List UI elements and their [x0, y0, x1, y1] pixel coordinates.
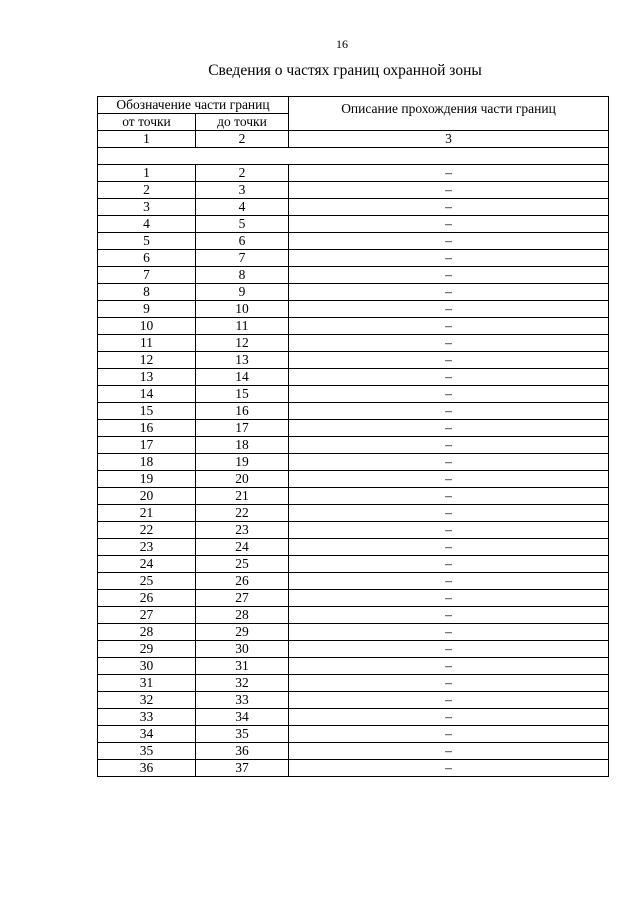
to-point-cell: 22: [196, 505, 289, 522]
table-row: [98, 233, 609, 250]
table-row: [98, 301, 609, 318]
description-cell: –: [289, 743, 609, 760]
header-from-point: от точки: [98, 114, 196, 131]
from-point-cell: 23: [98, 539, 196, 556]
description-cell: –: [289, 318, 609, 335]
description-cell: –: [289, 403, 609, 420]
description-cell: –: [289, 216, 609, 233]
description-cell: –: [289, 573, 609, 590]
description-cell: –: [289, 284, 609, 301]
description-cell: –: [289, 556, 609, 573]
table-row: [98, 369, 609, 386]
from-point-cell: 10: [98, 318, 196, 335]
from-point-cell: 34: [98, 726, 196, 743]
from-point-cell: 32: [98, 692, 196, 709]
from-point-cell: 33: [98, 709, 196, 726]
empty-section-cell: [98, 148, 609, 165]
from-point-cell: 2: [98, 182, 196, 199]
to-point-cell: 14: [196, 369, 289, 386]
header-to-point: до точки: [196, 114, 289, 131]
column-number-2: 2: [196, 131, 289, 148]
description-cell: –: [289, 165, 609, 182]
description-cell: –: [289, 488, 609, 505]
to-point-cell: 30: [196, 641, 289, 658]
description-cell: –: [289, 369, 609, 386]
to-point-cell: 12: [196, 335, 289, 352]
table-row: [98, 250, 609, 267]
to-point-cell: 4: [196, 199, 289, 216]
table-row: [98, 692, 609, 709]
from-point-cell: 15: [98, 403, 196, 420]
description-cell: –: [289, 301, 609, 318]
to-point-cell: 2: [196, 165, 289, 182]
to-point-cell: 13: [196, 352, 289, 369]
description-cell: –: [289, 250, 609, 267]
to-point-cell: 21: [196, 488, 289, 505]
page-title: Сведения о частях границ охранной зоны: [208, 62, 482, 79]
to-point-cell: 17: [196, 420, 289, 437]
from-point-cell: 5: [98, 233, 196, 250]
table-row: [98, 675, 609, 692]
description-cell: –: [289, 335, 609, 352]
from-point-cell: 35: [98, 743, 196, 760]
from-point-cell: 31: [98, 675, 196, 692]
table-row: [98, 352, 609, 369]
from-point-cell: 9: [98, 301, 196, 318]
to-point-cell: 15: [196, 386, 289, 403]
to-point-cell: 31: [196, 658, 289, 675]
description-cell: –: [289, 590, 609, 607]
table-header-row: [98, 97, 609, 114]
table-row: [98, 573, 609, 590]
description-cell: –: [289, 675, 609, 692]
description-cell: –: [289, 233, 609, 250]
table-row: [98, 624, 609, 641]
table-row: [98, 199, 609, 216]
to-point-cell: 26: [196, 573, 289, 590]
description-cell: –: [289, 267, 609, 284]
table-row: [98, 556, 609, 573]
from-point-cell: 1: [98, 165, 196, 182]
boundary-parts-table: [97, 96, 609, 777]
table-row: [98, 471, 609, 488]
to-point-cell: 10: [196, 301, 289, 318]
from-point-cell: 18: [98, 454, 196, 471]
to-point-cell: 33: [196, 692, 289, 709]
from-point-cell: 3: [98, 199, 196, 216]
table-row: [98, 335, 609, 352]
column-number-row: [98, 131, 609, 148]
to-point-cell: 24: [196, 539, 289, 556]
from-point-cell: 24: [98, 556, 196, 573]
from-point-cell: 28: [98, 624, 196, 641]
empty-section-row: [98, 148, 609, 165]
description-cell: –: [289, 539, 609, 556]
table-row: [98, 437, 609, 454]
to-point-cell: 9: [196, 284, 289, 301]
from-point-cell: 30: [98, 658, 196, 675]
to-point-cell: 37: [196, 760, 289, 777]
to-point-cell: 23: [196, 522, 289, 539]
page-number: 16: [336, 37, 348, 51]
from-point-cell: 8: [98, 284, 196, 301]
description-cell: –: [289, 352, 609, 369]
from-point-cell: 36: [98, 760, 196, 777]
table-row: [98, 505, 609, 522]
description-cell: –: [289, 692, 609, 709]
table-row: [98, 760, 609, 777]
description-cell: –: [289, 607, 609, 624]
description-cell: –: [289, 760, 609, 777]
table-row: [98, 267, 609, 284]
to-point-cell: 25: [196, 556, 289, 573]
table-row: [98, 488, 609, 505]
description-cell: –: [289, 709, 609, 726]
column-number-1: 1: [98, 131, 196, 148]
table-row: [98, 318, 609, 335]
description-cell: –: [289, 505, 609, 522]
description-cell: –: [289, 386, 609, 403]
table-row: [98, 709, 609, 726]
to-point-cell: 16: [196, 403, 289, 420]
from-point-cell: 11: [98, 335, 196, 352]
description-cell: –: [289, 471, 609, 488]
to-point-cell: 35: [196, 726, 289, 743]
from-point-cell: 16: [98, 420, 196, 437]
from-point-cell: 21: [98, 505, 196, 522]
to-point-cell: 36: [196, 743, 289, 760]
from-point-cell: 29: [98, 641, 196, 658]
description-cell: –: [289, 522, 609, 539]
column-number-3: 3: [289, 131, 609, 148]
from-point-cell: 14: [98, 386, 196, 403]
to-point-cell: 5: [196, 216, 289, 233]
table-row: [98, 403, 609, 420]
to-point-cell: 34: [196, 709, 289, 726]
to-point-cell: 3: [196, 182, 289, 199]
table-row: [98, 607, 609, 624]
from-point-cell: 12: [98, 352, 196, 369]
from-point-cell: 22: [98, 522, 196, 539]
table-row: [98, 522, 609, 539]
from-point-cell: 26: [98, 590, 196, 607]
to-point-cell: 19: [196, 454, 289, 471]
from-point-cell: 20: [98, 488, 196, 505]
to-point-cell: 8: [196, 267, 289, 284]
to-point-cell: 27: [196, 590, 289, 607]
from-point-cell: 27: [98, 607, 196, 624]
to-point-cell: 29: [196, 624, 289, 641]
to-point-cell: 18: [196, 437, 289, 454]
description-cell: –: [289, 641, 609, 658]
description-cell: –: [289, 182, 609, 199]
to-point-cell: 28: [196, 607, 289, 624]
description-cell: –: [289, 199, 609, 216]
description-cell: –: [289, 437, 609, 454]
table-row: [98, 182, 609, 199]
description-cell: –: [289, 454, 609, 471]
from-point-cell: 13: [98, 369, 196, 386]
to-point-cell: 32: [196, 675, 289, 692]
table-row: [98, 216, 609, 233]
header-boundary-designation: Обозначение части границ: [98, 97, 289, 114]
description-cell: –: [289, 726, 609, 743]
table-row: [98, 386, 609, 403]
table-row: [98, 454, 609, 471]
from-point-cell: 19: [98, 471, 196, 488]
to-point-cell: 6: [196, 233, 289, 250]
table-row: [98, 641, 609, 658]
description-cell: –: [289, 624, 609, 641]
from-point-cell: 17: [98, 437, 196, 454]
table-row: [98, 590, 609, 607]
table-row: [98, 420, 609, 437]
to-point-cell: 20: [196, 471, 289, 488]
table-row: [98, 726, 609, 743]
header-description: Описание прохождения части границ: [289, 97, 609, 131]
table-row: [98, 165, 609, 182]
from-point-cell: 25: [98, 573, 196, 590]
table-row: [98, 658, 609, 675]
description-cell: –: [289, 658, 609, 675]
table-row: [98, 539, 609, 556]
from-point-cell: 6: [98, 250, 196, 267]
to-point-cell: 7: [196, 250, 289, 267]
from-point-cell: 4: [98, 216, 196, 233]
description-cell: –: [289, 420, 609, 437]
from-point-cell: 7: [98, 267, 196, 284]
table-row: [98, 743, 609, 760]
table-row: [98, 284, 609, 301]
to-point-cell: 11: [196, 318, 289, 335]
